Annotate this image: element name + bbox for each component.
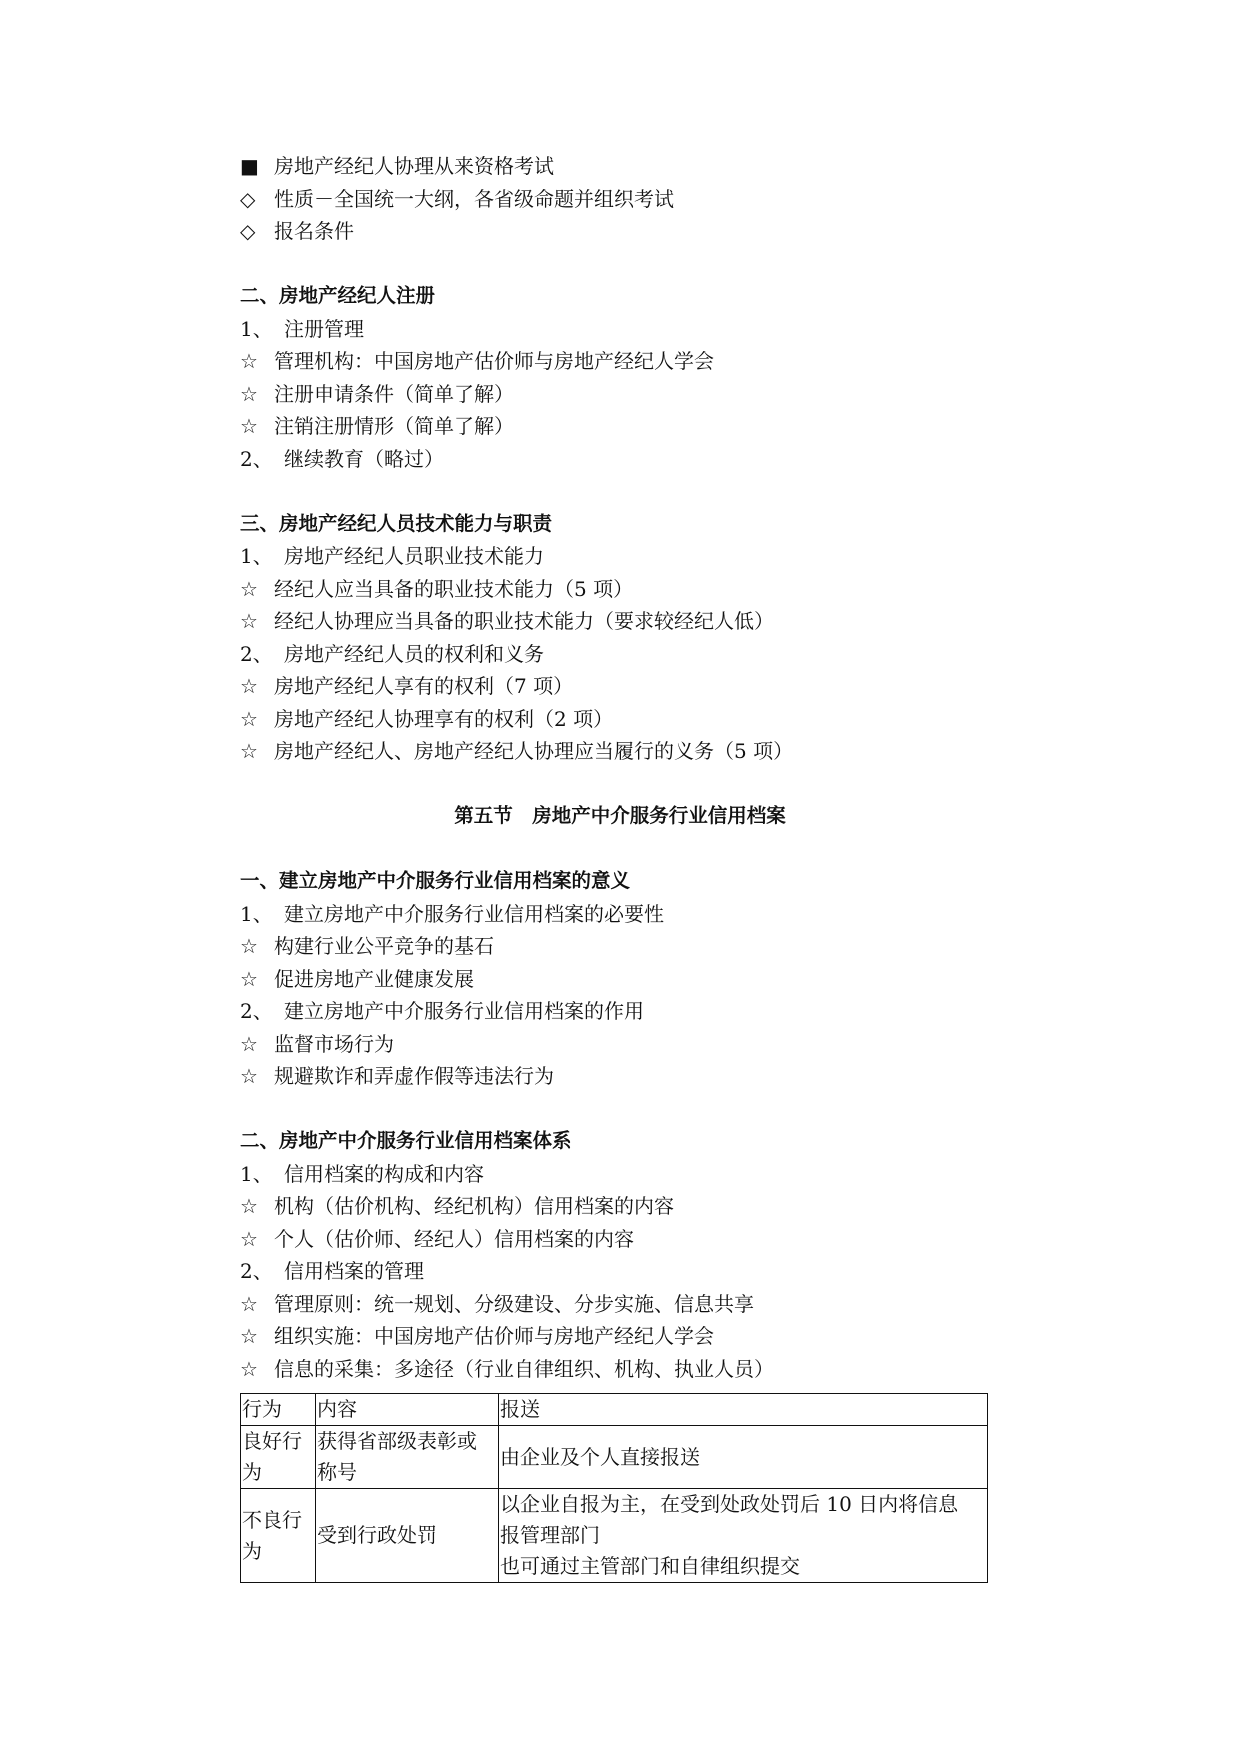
table-header-cell: 内容 [316,1394,499,1426]
item-text: 机构（估价机构、经纪机构）信用档案的内容 [274,1194,674,1218]
bullet-item [240,573,1000,606]
bullet-item [240,378,1000,411]
diamond-bullet-icon: ◇ [240,219,256,243]
item-text: 信用档案的构成和内容 [284,1161,484,1186]
item-text: 注册申请条件（简单了解） [274,381,514,406]
item-number: 1、 [240,544,273,568]
item-text: 继续教育（略过） [284,446,444,471]
table-row [241,1426,988,1489]
document-body [240,150,1000,1385]
bullet-item [240,1288,1000,1321]
item-text: 监督市场行为 [274,1031,394,1056]
item-number: 1、 [240,901,273,926]
numbered-item [240,313,1000,346]
item-text: 信息的采集：多途径（行业自律组织、机构、执业人员） [274,1356,774,1381]
blank-line [240,1093,1000,1126]
item-text: 个人（估价师、经纪人）信用档案的内容 [274,1226,634,1251]
table-header-cell: 行为 [241,1394,316,1426]
item-text: 管理原则：统一规划、分级建设、分步实施、信息共享 [274,1291,754,1316]
table-cell: 获得省部级表彰或 称号 [316,1426,499,1489]
numbered-item [240,638,1000,671]
bullet-item [240,215,1000,248]
star-bullet-icon: ☆ [240,609,258,633]
item-number: 1、 [240,316,273,341]
table-cell: 以企业自报为主，在受到处政处罚后 10 日内将信息 报管理部门 也可通过主管部门和自律组织提交 [499,1489,988,1583]
diamond-bullet-icon: ◇ [240,186,256,211]
bullet-item [240,183,1000,216]
bullet-item [240,963,1000,996]
numbered-item [240,443,1000,476]
item-number: 2、 [240,999,273,1023]
table-cell: 由企业及个人直接报送 [499,1426,988,1489]
star-bullet-icon: ☆ [240,381,258,406]
item-text: 促进房地产业健康发展 [274,966,474,991]
item-text: 规避欺诈和弄虚作假等违法行为 [274,1064,554,1088]
item-text: 组织实施：中国房地产估价师与房地产经纪人学会 [274,1324,714,1348]
table-cell: 不良行 为 [241,1489,316,1583]
item-text: 经纪人协理应当具备的职业技术能力（要求较经纪人低） [274,609,774,633]
bullet-item [240,345,1000,378]
item-number: 2、 [240,641,273,666]
bullet-item [240,150,1000,183]
star-bullet-icon: ☆ [240,1226,258,1251]
item-text: 信用档案的管理 [284,1259,424,1283]
item-text: 房地产经纪人、房地产经纪人协理应当履行的义务（5 项） [274,739,794,763]
section-heading: 二、房地产中介服务行业信用档案体系 [240,1129,572,1152]
numbered-item [240,1158,1000,1191]
section-heading: 三、房地产经纪人员技术能力与职责 [240,511,553,535]
numbered-item [240,898,1000,931]
credit-info-table [240,1393,988,1583]
table-header-row [241,1394,988,1426]
table-cell: 受到行政处罚 [316,1489,499,1583]
item-text: 注册管理 [284,316,364,341]
item-number: 2、 [240,1259,273,1283]
bullet-item [240,1223,1000,1256]
bullet-item [240,605,1000,638]
table-row [241,1489,988,1583]
blank-line [240,833,1000,866]
item-text: 建立房地产中介服务行业信用档案的作用 [284,999,644,1023]
bullet-item [240,1353,1000,1386]
star-bullet-icon: ☆ [240,576,258,601]
star-bullet-icon: ☆ [240,706,258,731]
item-text: 建立房地产中介服务行业信用档案的必要性 [284,901,664,926]
blank-line [240,475,1000,508]
item-number: 2、 [240,446,273,471]
star-bullet-icon: ☆ [240,1031,258,1056]
chapter-title: 第五节 房地产中介服务行业信用档案 [454,804,786,827]
item-text: 管理机构：中国房地产估价师与房地产经纪人学会 [274,349,714,373]
table-cell: 良好行 为 [241,1426,316,1489]
star-bullet-icon: ☆ [240,1064,258,1088]
section-heading: 一、建立房地产中介服务行业信用档案的意义 [240,869,631,892]
square-bullet-icon: ■ [240,154,259,178]
numbered-item [240,1255,1000,1288]
item-text: 房地产经纪人员职业技术能力 [284,544,544,568]
table-header-cell: 报送 [499,1394,988,1426]
star-bullet-icon: ☆ [240,349,258,373]
item-text: 构建行业公平竞争的基石 [274,934,494,958]
item-text: 性质－全国统一大纲，各省级命题并组织考试 [274,186,674,211]
bullet-item [240,1060,1000,1093]
item-text: 注销注册情形（简单了解） [274,414,514,438]
star-bullet-icon: ☆ [240,1194,258,1218]
numbered-item [240,540,1000,573]
bullet-item [240,1028,1000,1061]
bullet-item [240,1320,1000,1353]
bullet-item [240,1190,1000,1223]
numbered-item [240,995,1000,1028]
bullet-item [240,410,1000,443]
item-text: 报名条件 [274,219,354,243]
bullet-item [240,670,1000,703]
blank-line [240,248,1000,281]
item-text: 房地产经纪人协理从来资格考试 [274,154,554,178]
bullet-item [240,703,1000,736]
item-text: 房地产经纪人享有的权利（7 项） [274,674,574,698]
star-bullet-icon: ☆ [240,674,258,698]
star-bullet-icon: ☆ [240,1324,258,1348]
star-bullet-icon: ☆ [240,739,258,763]
star-bullet-icon: ☆ [240,414,258,438]
item-number: 1、 [240,1161,273,1186]
item-text: 房地产经纪人协理享有的权利（2 项） [274,706,614,731]
bullet-item [240,930,1000,963]
section-heading: 二、房地产经纪人注册 [240,284,436,307]
star-bullet-icon: ☆ [240,1356,258,1381]
blank-line [240,768,1000,801]
bullet-item [240,735,1000,768]
star-bullet-icon: ☆ [240,1291,258,1316]
star-bullet-icon: ☆ [240,934,258,958]
star-bullet-icon: ☆ [240,966,258,991]
item-text: 房地产经纪人员的权利和义务 [284,641,544,666]
item-text: 经纪人应当具备的职业技术能力（5 项） [274,576,634,601]
